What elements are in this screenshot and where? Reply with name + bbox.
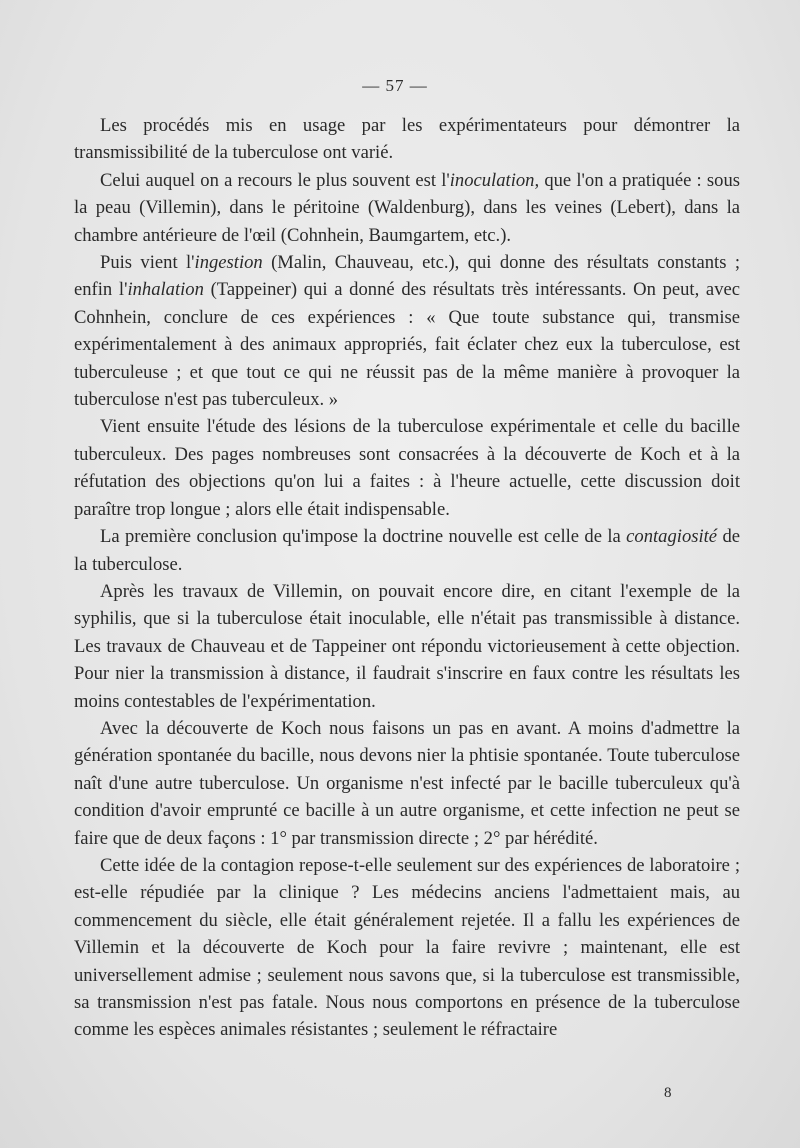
text-run: Celui auquel on a recours le plus souvent est l': [100, 169, 450, 191]
text-run: que l'on a pratiquée : sous la peau (Villemin), dans le péritoine (Waldenburg), dans les veines (Lebert), dans la chambre antérieure de l'œil (Cohnhein, Baumgartem, etc.).: [74, 169, 740, 246]
text-run: de la tuberculose.: [74, 526, 740, 575]
page-number: — 57 —: [362, 76, 428, 95]
paragraph: [74, 578, 740, 715]
paragraph: [74, 249, 740, 413]
paragraph: [74, 112, 740, 167]
paragraph: [74, 167, 740, 249]
text-run: Avec la découverte de Koch nous faisons un pas en avant. A moins d'admettre la génération spontanée du bacille, nous devons nier la phtisie spontanée. Toute tuberculose naît d'une autre tuberculose. Un organisme n'est infecté par le bacille tuberculeux qu'à condition d'avoir emprunté ce bacille à un autre organisme, et cette infection ne peut se faire que de deux façons : 1° par transmission directe ; 2° par hérédité.: [74, 717, 740, 849]
text-run: La première conclusion qu'impose la doctrine nouvelle est celle de la: [100, 526, 627, 548]
italic-term: contagiosité: [626, 526, 718, 548]
paragraph: [74, 523, 740, 578]
text-run: Les procédés mis en usage par les expérimentateurs pour démontrer la transmissibilité de la tuberculose ont varié.: [74, 115, 740, 164]
text-run: (Malin, Chauveau, etc.), qui donne des résultats constants ; enfin l': [74, 252, 740, 301]
italic-term: ingestion: [194, 252, 263, 274]
paragraph: [74, 715, 740, 852]
text-run: Puis vient l': [100, 252, 195, 274]
italic-term: inhalation: [127, 279, 204, 301]
signature-mark: 8: [664, 1085, 672, 1101]
text-run: Vient ensuite l'étude des lésions de la tuberculose expérimentale et celle du bacille tuberculeux. Des pages nombreuses sont consacrées à la découverte de Koch et à la réfutation des objections qu'on lui a faites : à l'heure actuelle, cette discussion doit paraître trop longue ; alors elle était indispensable.: [74, 416, 740, 520]
text-run: (Tappeiner) qui a donné des résultats très intéressants. On peut, avec Cohnhein, conclure de ces expériences : « Que toute substance qui, transmise expérimentalement à des animaux appropriés, fait éclater chez eux la tuberculose, est tuberculeuse ; et que tout ce qui ne réussit pas de la même manière à provoquer la tuberculose n'est pas tuberculeux. »: [74, 279, 740, 411]
text-run: Après les travaux de Villemin, on pouvait encore dire, en citant l'exemple de la syphilis, que si la tuberculose était inoculable, elle n'était pas transmissible à distance. Les travaux de Chauveau et de Tappeiner ont répondu victorieusement à cette objection. Pour nier la transmission à distance, il faudrait s'inscrire en faux contre les résultats les moins contestables de l'expérimentation.: [74, 580, 740, 712]
body-text: [74, 112, 740, 1044]
paragraph: [74, 413, 740, 523]
text-run: Cette idée de la contagion repose-t-elle seulement sur des expériences de laboratoire ; est-elle répudiée par la clinique ? Les médecins anciens l'admettaient mais, au commencement du siècle, elle était généralement rejetée. Il a fallu les expériences de Villemin et la découverte de Koch pour la faire revivre ; maintenant, elle est universellement admise ; seulement nous savons que, si la tuberculose est transmissible, sa transmission n'est pas fatale. Nous nous comportons en présence de la tuberculose comme les espèces animales résistantes ; seulement le réfractaire: [74, 854, 740, 1041]
italic-term: inoculation,: [449, 169, 540, 191]
paragraph: [74, 852, 740, 1044]
